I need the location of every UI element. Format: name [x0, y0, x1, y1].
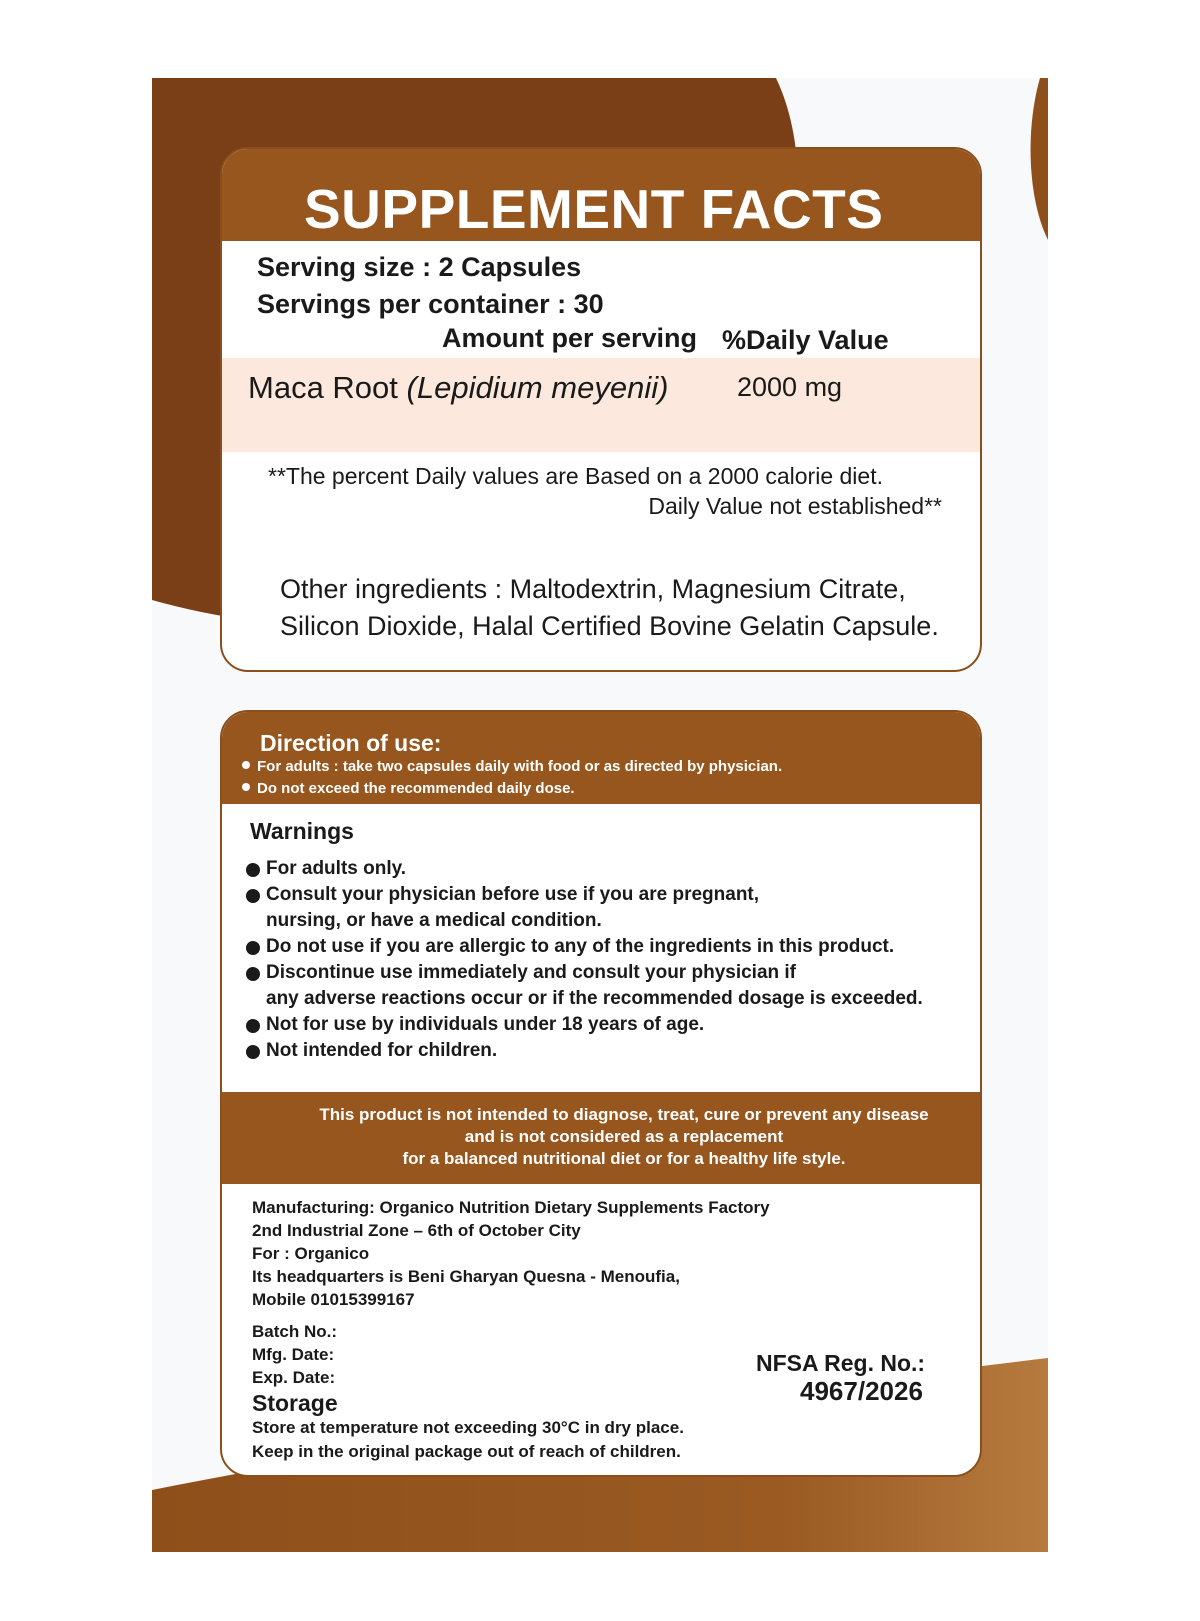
other-ingredients: [280, 571, 960, 645]
warning-item: Discontinue use immediately and consult your physician if any adverse reactions occur or if the recommended dosage is exceeded.: [246, 960, 976, 1012]
nfsa-reg-number: 4967/2026: [800, 1376, 923, 1406]
batch-dates: [252, 1320, 337, 1389]
bullet-icon: [242, 783, 250, 791]
nfsa-reg-label: NFSA Reg. No.:: [756, 1350, 926, 1376]
bullet-icon: [246, 1045, 260, 1059]
warnings-list: [246, 856, 976, 1064]
warning-item: For adults only.: [246, 856, 976, 882]
exp-date-label: Exp. Date:: [252, 1368, 336, 1387]
batch-number-label: Batch No.:: [252, 1322, 337, 1341]
serving-size: Serving size : 2 Capsules: [257, 252, 582, 282]
ingredient-amount: 2000 mg: [737, 372, 843, 402]
manufacturer-info: Manufacturing: Organico Nutrition Dietary Supplements Factory 2nd Industrial Zone – 6th of October City For : Organico Its headquarters is Beni Gharyan Quesna - Menoufia, Mobile 01015399167: [252, 1198, 770, 1309]
supplement-facts-title: SUPPLEMENT FACTS: [304, 178, 884, 240]
amount-per-serving-header: Amount per serving: [442, 323, 698, 353]
direction-header: [222, 712, 980, 804]
direction-item: For adults : take two capsules daily with food or as directed by physician.: [242, 758, 782, 775]
supplement-facts-header: [222, 149, 980, 241]
disclaimer-band: [222, 1092, 980, 1184]
warning-item: Not intended for children.: [246, 1038, 976, 1064]
ingredient-row: [222, 358, 980, 452]
bullet-icon: [246, 967, 260, 981]
disclaimer-text: This product is not intended to diagnose, treat, cure or prevent any disease and is not considered as a replacement for a balanced nutritional diet or for a healthy life style.: [319, 1105, 929, 1168]
daily-value-footnote: **The percent Daily values are Based on a 2000 calorie diet.: [268, 463, 883, 489]
warning-item: Consult your physician before use if you are pregnant, nursing, or have a medical condition.: [246, 882, 976, 934]
storage-instruction: Keep in the original package out of reach of children.: [252, 1442, 681, 1461]
storage-instruction: Store at temperature not exceeding 30°C in dry place.: [252, 1418, 684, 1437]
servings-per-container: Servings per container : 30: [257, 289, 604, 319]
warnings-title: Warnings: [250, 818, 354, 844]
ingredient-latin-name: (Lepidium meyenii): [406, 370, 669, 405]
bullet-icon: [246, 1019, 260, 1033]
mfg-date-label: Mfg. Date:: [252, 1345, 335, 1364]
bullet-icon: [242, 761, 250, 769]
warning-item: Not for use by individuals under 18 years of age.: [246, 1012, 976, 1038]
supplement-facts-panel: [220, 147, 982, 672]
other-ingredients-line: Silicon Dioxide, Halal Certified Bovine Gelatin Capsule.: [280, 611, 939, 641]
direction-item: Do not exceed the recommended daily dose.: [242, 780, 575, 797]
daily-value-header: %Daily Value: [722, 325, 889, 355]
daily-value-not-established: Daily Value not established**: [648, 493, 942, 519]
storage-title: Storage: [252, 1390, 338, 1416]
bullet-icon: [246, 941, 260, 955]
bullet-icon: [246, 863, 260, 877]
ingredient-common-name: Maca Root: [248, 370, 398, 405]
other-ingredients-line: Other ingredients : Maltodextrin, Magnesium Citrate,: [280, 574, 906, 604]
warning-item: Do not use if you are allergic to any of the ingredients in this product.: [246, 934, 976, 960]
direction-title: Direction of use:: [260, 730, 442, 756]
bullet-icon: [246, 889, 260, 903]
directions-panel: [220, 710, 982, 1477]
ingredient-name: [248, 370, 668, 406]
